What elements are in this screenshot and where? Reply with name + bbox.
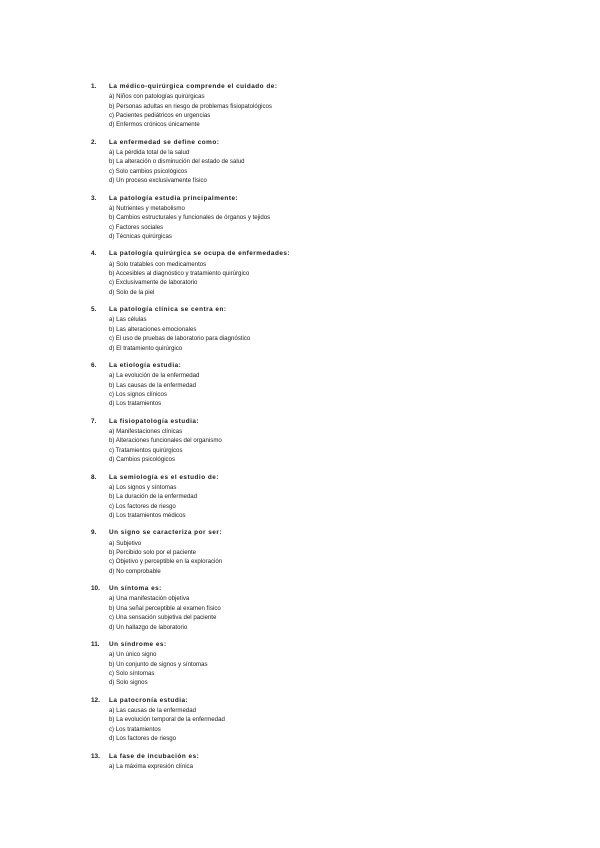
answer-option: b) Las causas de la enfermedad — [109, 381, 197, 389]
question-number: 13. — [91, 752, 100, 760]
answer-option: d) Un proceso exclusivamente físico — [109, 177, 207, 185]
answer-option: a) La pérdida total de la salud — [109, 148, 190, 156]
answer-option: a) Una manifestación objetiva — [109, 595, 190, 603]
question-heading — [91, 194, 511, 204]
answer-option: b) Cambios estructurales y funcionales de órganos y tejidos — [109, 214, 271, 222]
answer-option: d) Solo signos — [109, 679, 148, 687]
question-number: 12. — [91, 696, 100, 704]
answer-option: b) La alteración o disminución del estado de salud — [109, 158, 245, 166]
question-text: Un signo se caracteriza por ser: — [109, 529, 222, 537]
answer-option: a) Las células — [109, 316, 147, 324]
question-text: La fisiopatología estudia: — [109, 417, 200, 425]
answer-option: c) Los signos clínicos — [109, 390, 167, 398]
answer-option: c) Una sensación subjetiva del paciente — [109, 614, 217, 622]
question-heading — [91, 417, 511, 427]
answer-option: a) Solo tratables con medicamentos — [109, 260, 207, 268]
question-item — [91, 417, 511, 473]
question-item — [91, 361, 511, 417]
question-item — [91, 584, 511, 640]
question-text: La etiología estudia: — [109, 361, 182, 369]
answer-option: c) Los tratamientos — [109, 725, 161, 733]
question-number: 10. — [91, 585, 100, 593]
question-heading — [91, 249, 511, 259]
question-number: 4. — [91, 250, 97, 258]
question-number: 8. — [91, 473, 97, 481]
question-item — [91, 194, 511, 250]
question-heading — [91, 305, 511, 315]
answer-option: d) Los tratamientos — [109, 400, 162, 408]
question-heading — [91, 473, 511, 483]
question-heading — [91, 361, 511, 371]
answer-option: d) Un hallazgo de laboratorio — [109, 623, 188, 631]
question-text: La patología estudia principalmente: — [109, 194, 239, 202]
answer-option: d) Los tratamientos médicos — [109, 511, 186, 519]
question-text: La médico-quirúrgica comprende el cuidado de: — [109, 83, 278, 90]
question-item — [91, 696, 511, 752]
question-text: La fase de incubación es: — [109, 752, 200, 760]
answer-option: b) Las alteraciones emocionales — [109, 325, 197, 333]
answer-option: c) Solo cambios psicológicos — [109, 167, 188, 175]
answer-option: b) Percibido solo por el paciente — [109, 548, 197, 556]
answer-option: a) Subjetivo — [109, 539, 142, 547]
answer-option: c) Factores sociales — [109, 223, 164, 231]
answer-option: b) Un conjunto de signos y síntomas — [109, 660, 208, 668]
question-item — [91, 82, 511, 138]
answer-option: c) Tratamientos quirúrgicos — [109, 446, 183, 454]
question-text: Un síndrome es: — [109, 640, 167, 648]
answer-option: b) La evolución temporal de la enfermedad — [109, 716, 225, 724]
answer-option: c) Los factores de riesgo — [109, 502, 176, 510]
question-number: 9. — [91, 529, 97, 537]
answer-option: d) Enfermos crónicos únicamente — [109, 121, 200, 129]
question-number: 6. — [91, 361, 97, 369]
question-heading — [91, 752, 511, 762]
question-number: 11. — [91, 640, 100, 648]
question-item — [91, 249, 511, 305]
answer-option: d) Cambios psicológicos — [109, 456, 176, 464]
answer-option: d) El tratamiento quirúrgico — [109, 344, 183, 352]
question-text: La semiología es el estudio de: — [109, 473, 219, 481]
question-text: Un síntoma es: — [109, 585, 162, 593]
question-number: 7. — [91, 417, 97, 425]
answer-option: b) Accesibles al diagnóstico y tratamiento quirúrgico — [109, 269, 250, 277]
question-item — [91, 640, 511, 696]
answer-option: c) El uso de pruebas de laboratorio para diagnóstico — [109, 335, 251, 343]
answer-option: b) La duración de la enfermedad — [109, 493, 198, 501]
answer-option: a) Niños con patologías quirúrgicas — [109, 93, 205, 101]
question-heading — [91, 696, 511, 706]
question-list — [91, 82, 511, 807]
question-text: La patología clínica se centra en: — [109, 306, 227, 314]
answer-option: d) Solo de la piel — [109, 288, 155, 296]
question-item — [91, 528, 511, 584]
question-heading — [91, 640, 511, 650]
question-number: 1. — [91, 83, 97, 90]
answer-option: b) Alteraciones funcionales del organismo — [109, 437, 222, 445]
question-item — [91, 305, 511, 361]
question-number: 5. — [91, 306, 97, 314]
answer-option: c) Solo síntomas — [109, 669, 155, 677]
question-heading — [91, 82, 511, 92]
answer-option: a) Manifestaciones clínicas — [109, 427, 183, 435]
question-number: 3. — [91, 194, 97, 202]
answer-option: d) No comprobable — [109, 567, 161, 575]
question-item — [91, 138, 511, 194]
answer-option: d) Técnicas quirúrgicas — [109, 232, 172, 240]
answer-option: c) Pacientes pediátricos en urgencias — [109, 111, 211, 119]
question-text: La patocronía estudia: — [109, 696, 189, 704]
answer-option: a) Un único signo — [109, 651, 157, 659]
answer-option: a) Las causas de la enfermedad — [109, 706, 197, 714]
answer-option: a) Los signos y síntomas — [109, 483, 177, 491]
answer-option: a) La máxima expresión clínica — [109, 762, 193, 770]
question-text: La patología quirúrgica se ocupa de enfermedades: — [109, 250, 291, 258]
answer-option: b) Una señal perceptible al examen físico — [109, 604, 221, 612]
question-item — [91, 473, 511, 529]
question-number: 2. — [91, 138, 97, 146]
question-heading — [91, 528, 511, 538]
answer-option: b) Personas adultas en riesgo de problemas fisiopatológicos — [109, 102, 272, 110]
answer-option: c) Exclusivamente de laboratorio — [109, 279, 198, 287]
answer-option: d) Los factores de riesgo — [109, 735, 177, 743]
question-text: La enfermedad se define como: — [109, 138, 220, 146]
question-item — [91, 752, 511, 808]
question-heading — [91, 584, 511, 594]
answer-option: c) Objetivo y perceptible en la exploración — [109, 558, 223, 566]
answer-option: a) Nutrientes y metabolismo — [109, 204, 185, 212]
question-heading — [91, 138, 511, 148]
answer-option: a) La evolución de la enfermedad — [109, 372, 200, 380]
